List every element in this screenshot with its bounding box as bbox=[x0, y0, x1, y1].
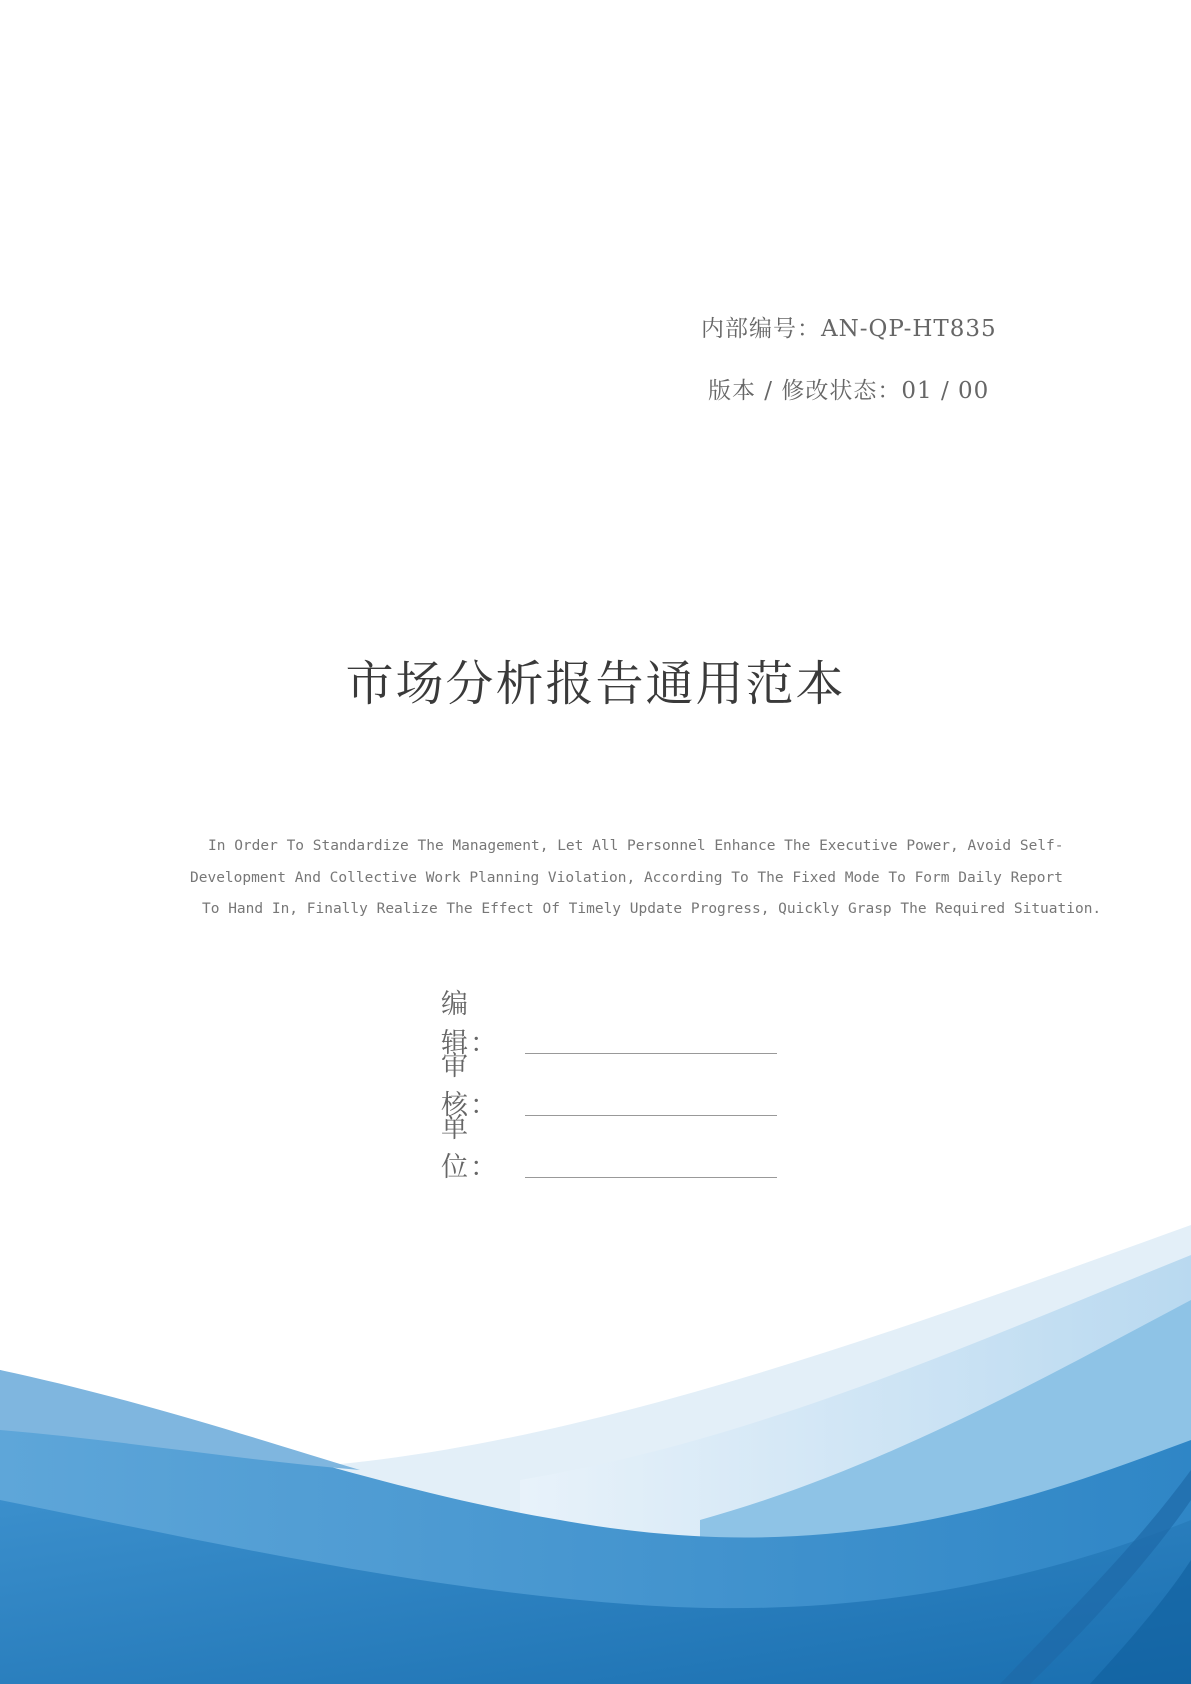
unit-field bbox=[441, 1113, 777, 1184]
abstract-line-1: In Order To Standardize The Management, Let All Personnel Enhance The Executive Power, Avoid Self- bbox=[208, 838, 1064, 854]
internal-code: 内部编号：AN-QP-HT835 bbox=[701, 316, 997, 342]
review-label: 审核： bbox=[441, 1051, 499, 1121]
abstract-line-3: To Hand In, Finally Realize The Effect Of Timely Update Progress, Quickly Grasp The Required Situation. bbox=[202, 901, 1102, 917]
version-status: 版本 / 修改状态：01 / 00 bbox=[708, 378, 990, 404]
review-blank-line[interactable] bbox=[525, 1115, 777, 1116]
abstract-line-2: Development And Collective Work Planning Violation, According To The Fixed Mode To Form Daily Report bbox=[190, 870, 1063, 886]
unit-label: 单位： bbox=[441, 1113, 499, 1183]
unit-blank-line[interactable] bbox=[525, 1177, 777, 1178]
editor-blank-line[interactable] bbox=[525, 1053, 777, 1054]
document-title: 市场分析报告通用范本 bbox=[345, 656, 846, 712]
editor-label: 编辑： bbox=[441, 989, 499, 1059]
